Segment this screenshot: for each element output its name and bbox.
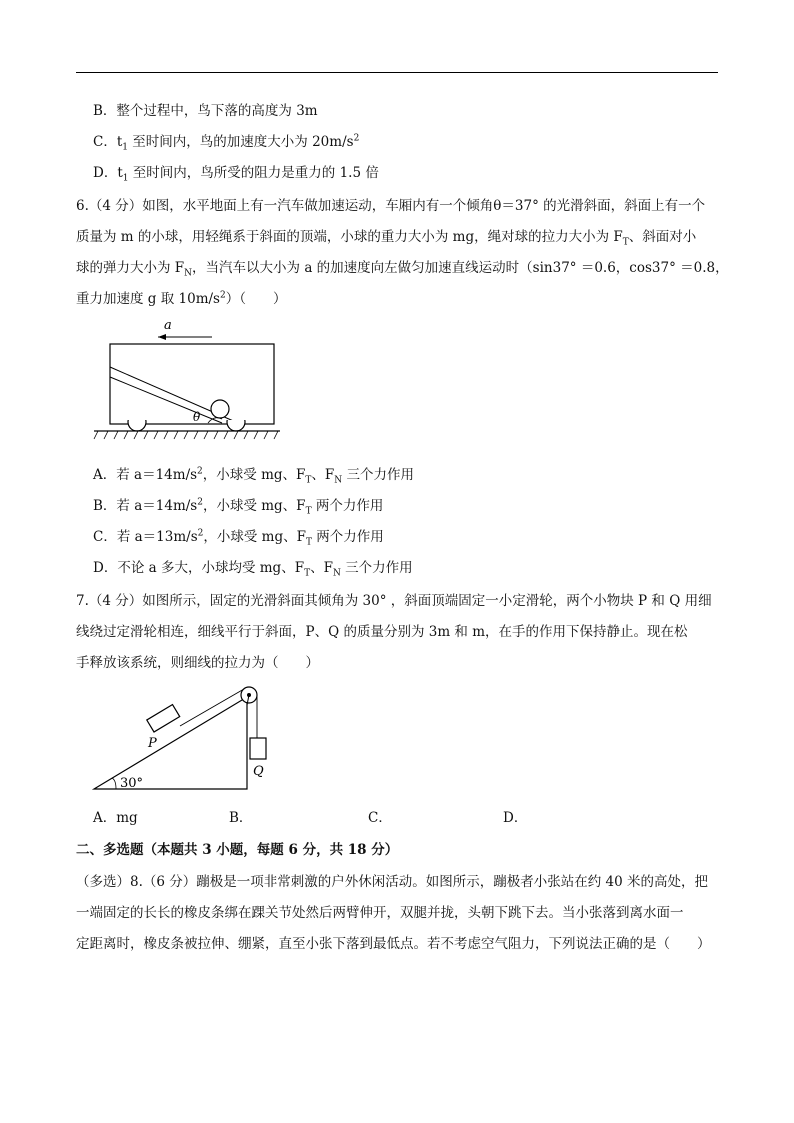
option-text: 至时间内，鸟所受的阻力是重力的 1.5 倍 xyxy=(128,165,379,181)
option-text: 三个力作用 xyxy=(340,560,413,576)
superscript: 2 xyxy=(197,466,203,477)
option-c-prev xyxy=(93,132,359,152)
subscript: T xyxy=(622,237,629,248)
option-label: A． xyxy=(93,467,117,483)
option-label: A． xyxy=(93,810,117,826)
q6-ground xyxy=(90,420,290,450)
subscript: T xyxy=(305,475,312,486)
option-text: t xyxy=(117,165,123,181)
option-text: 、F xyxy=(311,467,335,483)
option-label: B． xyxy=(93,498,117,514)
option-text: 两个力作用 xyxy=(311,498,384,514)
q7-line-2: 线绕过定滑轮相连，细线平行于斜面，P、Q 的质量分别为 3m 和 m，在手的作用下保持静止。现在松 xyxy=(76,624,688,640)
angle-label: θ xyxy=(193,410,201,424)
option-b-prev xyxy=(93,101,318,121)
subscript: T xyxy=(305,506,312,517)
subscript: 1 xyxy=(122,173,129,184)
wheel-right xyxy=(227,420,245,431)
q6-option-c xyxy=(93,527,384,547)
wheel-left xyxy=(128,420,146,431)
superscript: 2 xyxy=(353,133,360,144)
accel-arrowhead xyxy=(158,334,166,340)
option-label: D． xyxy=(93,560,118,576)
q7-line-3: 手释放该系统，则细线的拉力为（ ） xyxy=(76,655,319,671)
block-q xyxy=(250,738,266,759)
option-text: 至时间内，鸟的加速度大小为 20m/s xyxy=(128,134,354,150)
superscript: 2 xyxy=(219,290,226,301)
q6-text: 质量为 m 的小球，用轻绳系于斜面的顶端，小球的重力大小为 mg，绳对球的拉力大小为 F xyxy=(76,229,623,245)
subscript: N xyxy=(334,475,343,486)
option-text: 不论 a 多大，小球均受 mg、F xyxy=(117,560,305,576)
option-label: D． xyxy=(503,810,528,826)
section-title: 二、多选题（本题共 3 小题，每题 6 分，共 18 分） xyxy=(76,842,399,858)
option-text: 若 a＝14m/s xyxy=(116,498,198,514)
option-label: C． xyxy=(93,529,117,545)
q6-option-a xyxy=(93,465,414,485)
q7-option-a xyxy=(93,808,138,828)
q6-line-2 xyxy=(76,227,696,247)
q6-car-figure xyxy=(90,315,290,425)
option-text: 整个过程中，鸟下落的高度为 3m xyxy=(116,103,318,119)
q7-option-c xyxy=(368,808,392,828)
option-text: 三个力作用 xyxy=(342,467,414,483)
q6-text: ，当汽车以大小为 a 的加速度向左做匀加速直线运动时（sin37° ＝0.6，cos37° ＝0.8， xyxy=(192,260,729,276)
q7-option-b xyxy=(229,808,252,828)
option-text: 若 a＝14m/s xyxy=(116,467,198,483)
option-label: B． xyxy=(229,810,253,826)
subscript: T xyxy=(305,537,312,548)
q6-line-1: 6.（4 分）如图，水平地面上有一汽车做加速运动，车厢内有一个倾角θ＝37° 的光滑斜面，斜面上有一个 xyxy=(76,198,706,214)
q6-text: ）（ ） xyxy=(225,291,287,307)
option-text: ，小球受 mg、F xyxy=(203,529,306,545)
subscript: N xyxy=(184,268,193,279)
block-p xyxy=(147,705,180,732)
option-text: ，小球受 mg、F xyxy=(202,467,306,483)
q6-option-b xyxy=(93,496,383,516)
option-text: 两个力作用 xyxy=(312,529,384,545)
q6-line-3 xyxy=(76,258,729,278)
angle-arc xyxy=(112,778,116,789)
option-label: C． xyxy=(368,810,392,826)
q7-incline-figure xyxy=(90,680,290,795)
option-text: 、F xyxy=(310,560,333,576)
label-p: P xyxy=(148,736,157,751)
header-rule xyxy=(76,72,718,73)
subscript: T xyxy=(304,568,311,579)
option-text: t xyxy=(116,134,123,150)
superscript: 2 xyxy=(197,528,204,539)
q6-text: 重力加速度 g 取 10m/s xyxy=(76,291,220,307)
ball xyxy=(211,400,229,418)
option-text: ，小球受 mg、F xyxy=(202,498,306,514)
ground-hatch xyxy=(94,431,278,439)
accel-label: a xyxy=(164,318,172,333)
q7-line-1: 7.（4 分）如图所示，固定的光滑斜面其倾角为 30° ，斜面顶端固定一小定滑轮，两个小物块 P 和 Q 用细 xyxy=(76,593,712,609)
q6-text: 球的弹力大小为 F xyxy=(76,260,185,276)
string-slope xyxy=(180,689,244,726)
superscript: 2 xyxy=(197,497,203,508)
car-body xyxy=(110,344,274,424)
option-label: C． xyxy=(93,134,117,150)
q8-line-3: 定距离时，橡皮条被拉伸、绷紧，直至小张下落到最低点。若不考虑空气阻力，下列说法正确的是（ ） xyxy=(76,936,711,952)
angle-label: 30° xyxy=(120,776,144,791)
subscript: N xyxy=(332,568,341,579)
incline-bottom xyxy=(110,377,222,423)
option-label: D． xyxy=(93,165,118,181)
option-d-prev xyxy=(93,163,379,183)
q7-option-d xyxy=(503,808,527,828)
q6-line-4 xyxy=(76,289,286,309)
q6-text: 、斜面对小 xyxy=(628,229,697,245)
q8-line-2: 一端固定的长长的橡皮条绑在踝关节处然后两臂伸开，双腿并拢，头朝下跳下去。当小张落到离水面一 xyxy=(76,905,684,921)
subscript: 1 xyxy=(122,142,129,153)
option-text: 若 a＝13m/s xyxy=(116,529,198,545)
label-q: Q xyxy=(253,764,264,779)
q8-line-1: （多选）8.（6 分）蹦极是一项非常刺激的户外休闲活动。如图所示，蹦极者小张站在约 40 米的高处，把 xyxy=(76,874,709,890)
option-text: mg xyxy=(116,810,138,826)
q6-option-d xyxy=(93,558,413,578)
option-label: B． xyxy=(93,103,117,119)
